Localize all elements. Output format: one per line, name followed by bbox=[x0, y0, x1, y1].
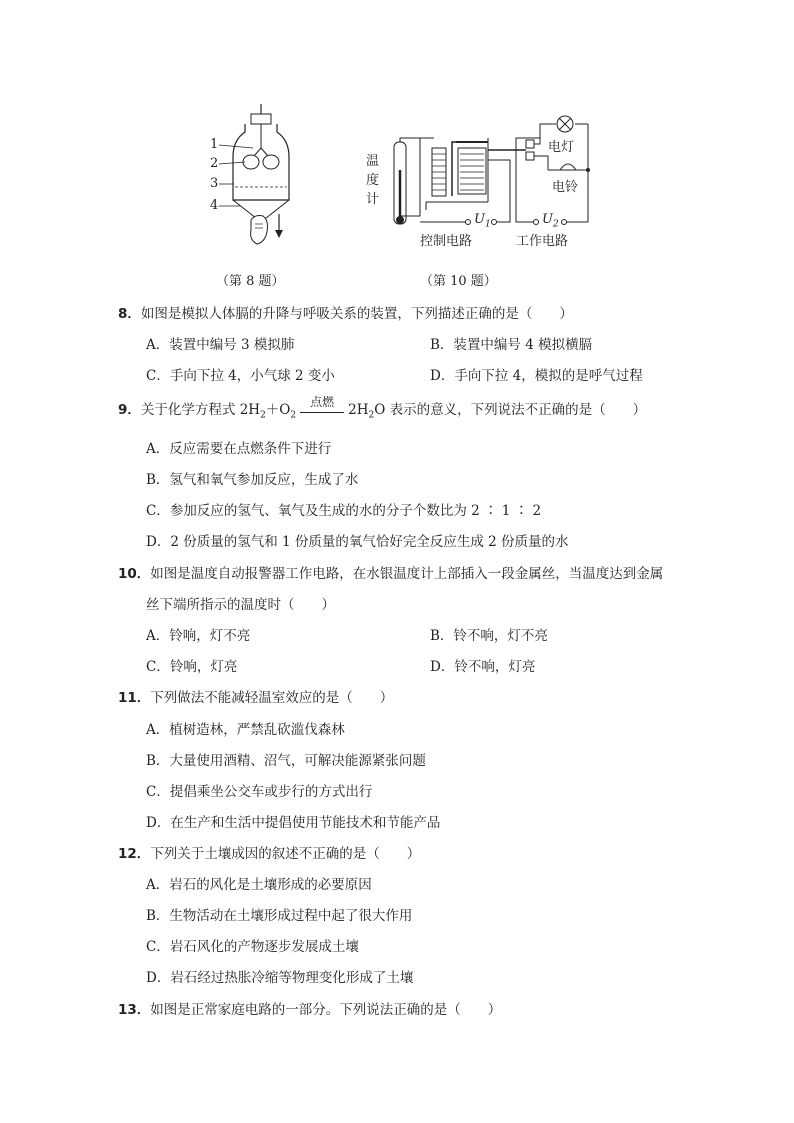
option-d: D．2 份质量的氢气和 1 份质量的氧气恰好完全反应生成 2 份质量的水 bbox=[146, 534, 569, 550]
question-number: 8． bbox=[118, 306, 141, 322]
equation-product-end: O bbox=[374, 402, 386, 418]
option-d: D．手向下拉 4，模拟的是呼气过程 bbox=[430, 368, 643, 384]
question-text: 下列做法不能减轻温室效应的是（ ） bbox=[150, 690, 394, 706]
label-4: 4 bbox=[210, 198, 219, 213]
label-2: 2 bbox=[210, 156, 219, 171]
subscript: 2 bbox=[290, 410, 297, 421]
question-number: 12． bbox=[118, 846, 151, 862]
option-a: A．植树造林，严禁乱砍滥伐森林 bbox=[146, 722, 345, 738]
question-9-stem bbox=[118, 394, 647, 421]
subscript: 2 bbox=[368, 410, 375, 421]
option-c: C．岩石风化的产物逐步发展成土壤 bbox=[146, 939, 359, 955]
figure-10-temperature-alarm-circuit bbox=[360, 110, 600, 252]
question-text: 如图是正常家庭电路的一部分。下列说法正确的是（ ） bbox=[150, 1002, 502, 1018]
question-10-stem-line2: 丝下端所指示的温度时（ ） bbox=[146, 597, 335, 613]
figure-10-caption: （第 10 题） bbox=[420, 274, 497, 289]
u1-label: $U_1$ bbox=[474, 212, 491, 230]
option-b: B．氢气和氧气参加反应，生成了水 bbox=[146, 472, 359, 488]
question-number: 11． bbox=[118, 690, 151, 706]
question-8-stem bbox=[118, 302, 573, 322]
question-number: 9． bbox=[118, 402, 141, 418]
question-13-stem bbox=[118, 998, 501, 1018]
question-text-pre: 关于化学方程式 2H bbox=[140, 402, 261, 418]
option-b: B．生物活动在土壤形成过程中起了很大作用 bbox=[146, 908, 413, 924]
option-c: C．手向下拉 4，小气球 2 变小 bbox=[146, 368, 335, 384]
option-b: B．铃不响，灯不亮 bbox=[430, 628, 548, 644]
option-d: D．岩石经过热胀冷缩等物理变化形成了土壤 bbox=[146, 970, 414, 986]
condition-text: 点燃 bbox=[310, 394, 335, 409]
diaphragm-model-drawing bbox=[205, 102, 295, 252]
option-a: A．铃响，灯不亮 bbox=[146, 628, 251, 644]
option-c: C．参加反应的氢气、氧气及生成的水的分子个数比为 2 ∶ 1 ∶ 2 bbox=[146, 503, 542, 519]
option-d: D．铃不响，灯亮 bbox=[430, 659, 536, 675]
question-text: 如图是模拟人体膈的升降与呼吸关系的装置，下列描述正确的是（ ） bbox=[140, 306, 573, 322]
lamp-label: 电灯 bbox=[548, 140, 575, 155]
option-a: A．岩石的风化是土壤形成的必要原因 bbox=[146, 877, 372, 893]
question-11-stem bbox=[118, 686, 393, 706]
thermometer-label-2: 度 bbox=[366, 173, 380, 188]
option-c: C．铃响，灯亮 bbox=[146, 659, 238, 675]
question-10-stem bbox=[118, 562, 663, 582]
option-c: C．提倡乘坐公交车或步行的方式出行 bbox=[146, 784, 373, 800]
option-d: D．在生产和生活中提倡使用节能技术和节能产品 bbox=[146, 815, 441, 831]
question-12-stem bbox=[118, 842, 420, 862]
equation-plus: ＋O bbox=[265, 402, 291, 418]
question-text-post: 表示的意义，下列说法不正确的是（ ） bbox=[389, 402, 647, 418]
option-a: A．反应需要在点燃条件下进行 bbox=[146, 441, 332, 457]
question-text: 如图是温度自动报警器工作电路，在水银温度计上部插入一段金属丝，当温度达到金属 bbox=[150, 566, 664, 582]
thermometer-label-3: 计 bbox=[366, 192, 380, 207]
question-number: 10． bbox=[118, 566, 151, 582]
question-number: 13． bbox=[118, 1002, 151, 1018]
figure-8-caption: （第 8 题） bbox=[216, 274, 285, 289]
label-3: 3 bbox=[210, 176, 219, 191]
u2-label: $U_2$ bbox=[542, 212, 559, 230]
option-b: B．大量使用酒精、沼气，可解决能源紧张问题 bbox=[146, 753, 426, 769]
option-b: B．装置中编号 4 模拟横膈 bbox=[430, 337, 593, 353]
label-1: 1 bbox=[210, 137, 219, 152]
equation-product: 2H bbox=[348, 402, 369, 418]
thermometer-label-1: 温 bbox=[366, 154, 380, 169]
control-circuit-label: 控制电路 bbox=[420, 234, 473, 249]
work-circuit-label: 工作电路 bbox=[516, 234, 569, 249]
bell-label: 电铃 bbox=[552, 180, 579, 195]
reaction-condition bbox=[300, 394, 344, 419]
subscript: 2 bbox=[260, 410, 266, 421]
figure-8-diaphragm-model bbox=[205, 102, 295, 252]
option-a: A．装置中编号 3 模拟肺 bbox=[146, 337, 295, 353]
question-text: 下列关于土壤成因的叙述不正确的是（ ） bbox=[150, 846, 421, 862]
